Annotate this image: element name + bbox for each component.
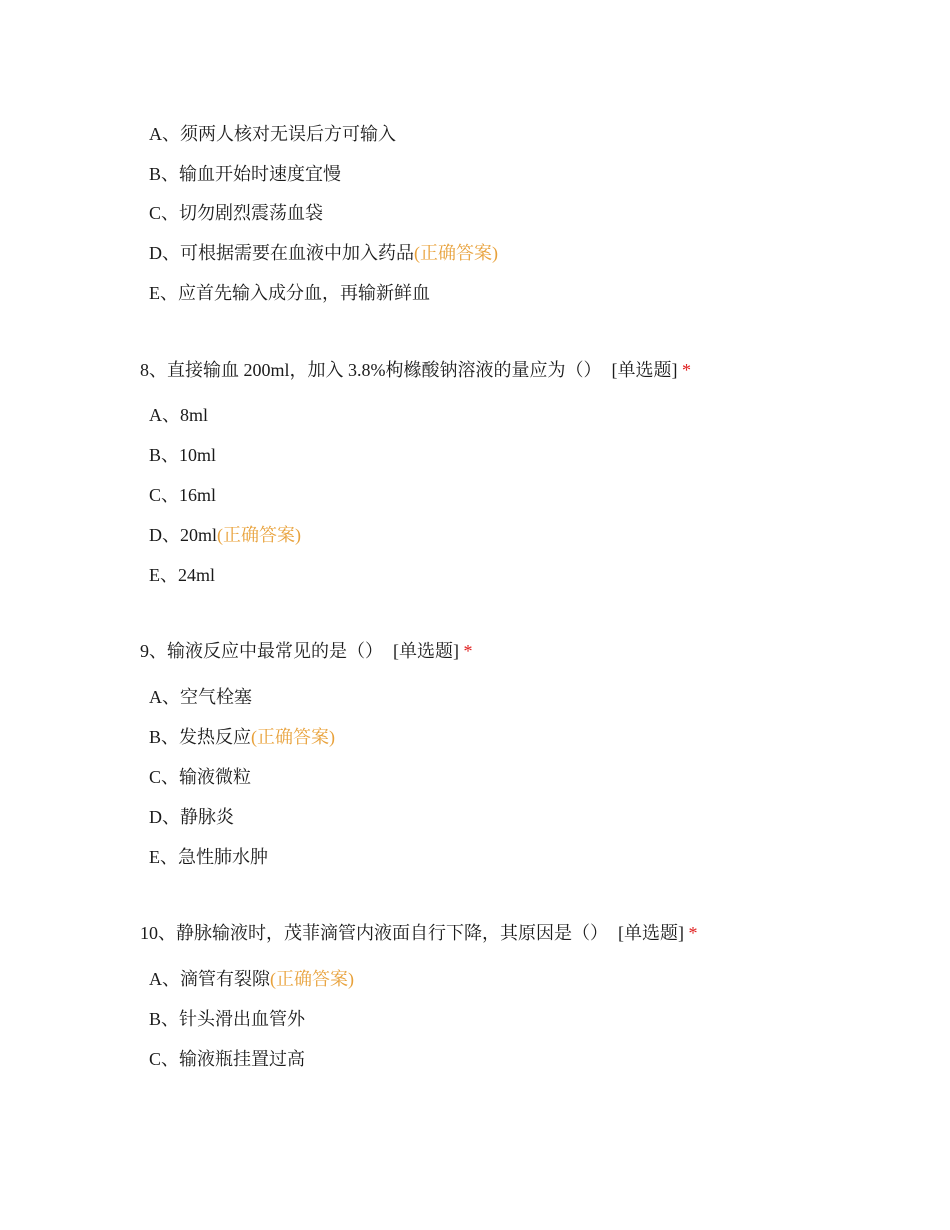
question-9	[140, 639, 473, 663]
option-text: D、20ml	[149, 525, 218, 545]
option-text: C、输液微粒	[149, 767, 252, 787]
option-q8-b	[149, 443, 216, 467]
question-10	[140, 921, 698, 945]
required-marker: *	[682, 360, 691, 380]
option-text: E、急性肺水肿	[149, 847, 268, 867]
question-text: 8、直接输血 200ml，加入 3.8%枸橼酸钠溶液的量应为（）	[140, 360, 602, 380]
question-type: [单选题]	[618, 923, 684, 943]
option-text: D、静脉炎	[149, 807, 234, 827]
question-type: [单选题]	[393, 641, 459, 661]
option-text: B、发热反应	[149, 727, 252, 747]
option-q9-a	[149, 685, 252, 709]
option-q7-b	[149, 162, 341, 186]
option-text: E、应首先输入成分血，再输新鲜血	[149, 283, 430, 303]
option-q10-c	[149, 1047, 305, 1071]
question-text: 9、输液反应中最常见的是（）	[140, 641, 383, 661]
option-text: A、须两人核对无误后方可输入	[149, 124, 396, 144]
question-text: 10、静脉输液时，茂菲滴管内液面自行下降，其原因是（）	[140, 923, 608, 943]
option-text: D、可根据需要在血液中加入药品	[149, 243, 414, 263]
option-q8-a	[149, 403, 208, 427]
option-text: B、针头滑出血管外	[149, 1009, 306, 1029]
correct-answer-label: (正确答案)	[251, 727, 336, 747]
option-q7-a	[149, 122, 396, 146]
option-text: C、16ml	[149, 485, 217, 505]
option-q9-e	[149, 845, 268, 869]
correct-answer-label: (正确答案)	[270, 969, 354, 989]
option-q7-c	[149, 201, 323, 225]
option-q9-d	[149, 805, 234, 829]
required-marker: *	[688, 923, 698, 943]
option-q9-b	[149, 725, 335, 749]
option-q8-e	[149, 563, 215, 587]
correct-answer-label: (正确答案)	[414, 243, 498, 263]
option-q7-e	[149, 281, 430, 305]
option-text: A、8ml	[149, 405, 209, 425]
option-q8-c	[149, 483, 216, 507]
option-q10-b	[149, 1007, 305, 1031]
question-type: [单选题]	[611, 360, 678, 380]
option-q9-c	[149, 765, 251, 789]
correct-answer-label: (正确答案)	[217, 525, 302, 545]
option-text: A、滴管有裂隙	[149, 969, 270, 989]
option-text: B、10ml	[149, 445, 217, 465]
option-text: B、输血开始时速度宜慢	[149, 164, 342, 184]
option-text: E、24ml	[149, 565, 215, 585]
option-text: C、输液瓶挂置过高	[149, 1049, 306, 1069]
option-q10-a	[149, 967, 354, 991]
question-8	[140, 358, 691, 382]
required-marker: *	[463, 641, 473, 661]
option-q7-d	[149, 241, 498, 265]
option-q8-d	[149, 523, 301, 547]
option-text: A、空气栓塞	[149, 687, 252, 707]
option-text: C、切勿剧烈震荡血袋	[149, 203, 324, 223]
